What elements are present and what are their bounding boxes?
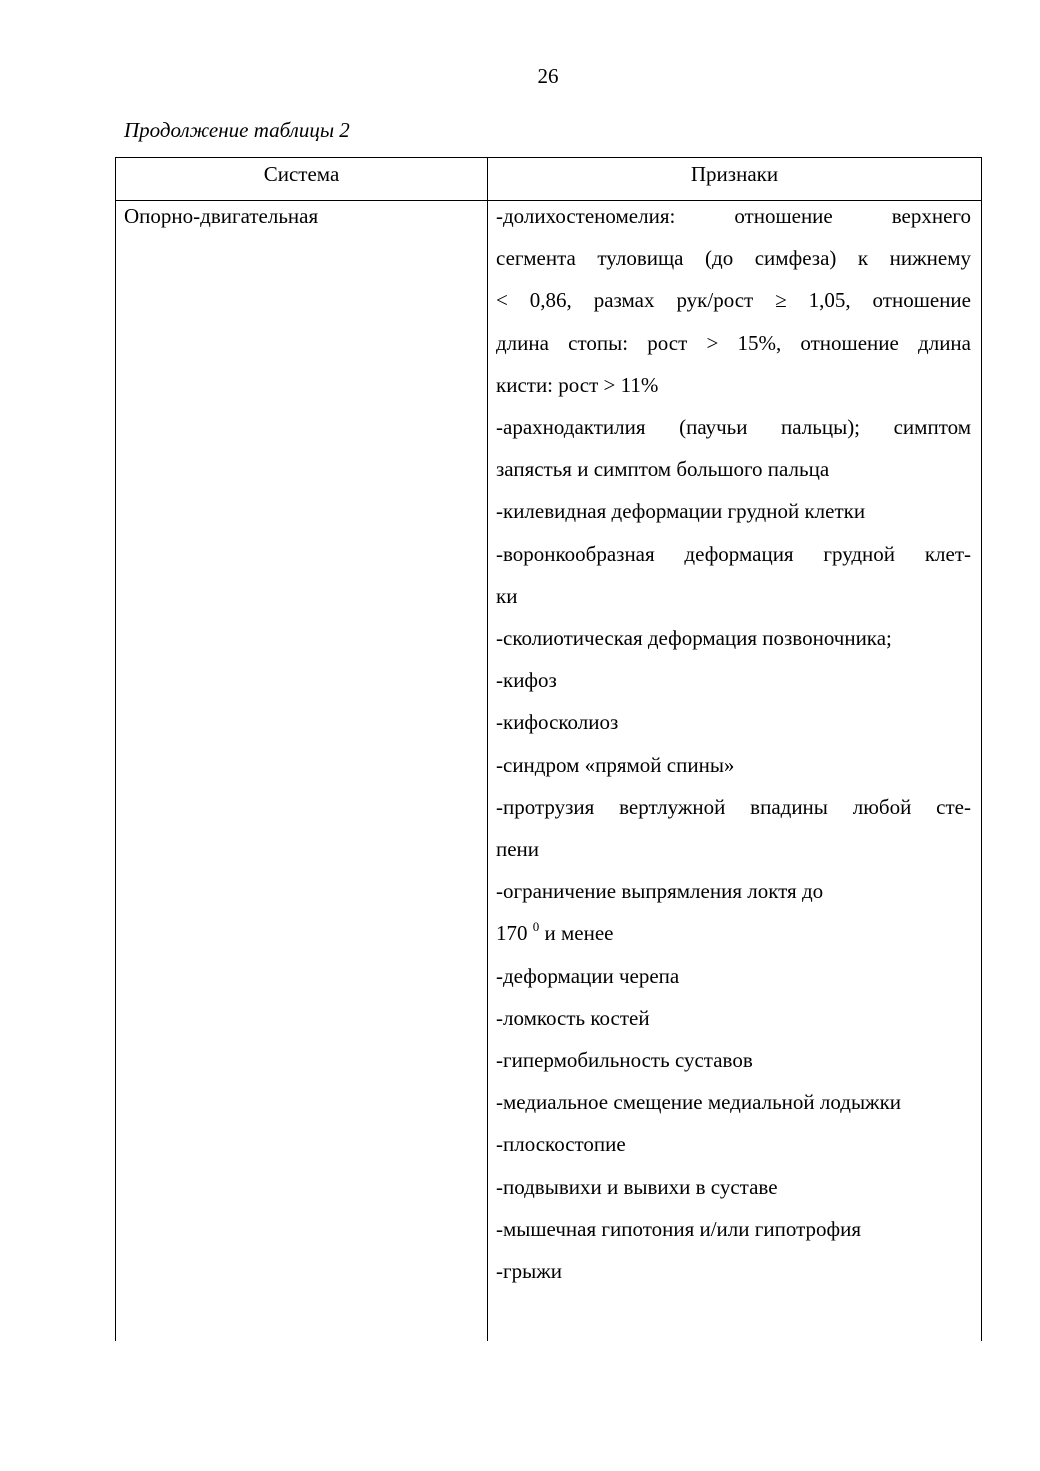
sign-line: сегмента туловища (до симфеза) к нижнему bbox=[496, 246, 971, 271]
sign-line: -сколиотическая деформация позвоночника; bbox=[496, 626, 892, 651]
sign-line: -медиальное смещение медиальной лодыжки bbox=[496, 1090, 902, 1115]
sign-line: -мышечная гипотония и/или гипотрофия bbox=[496, 1216, 862, 1241]
degree-value: 170 bbox=[496, 921, 528, 946]
sign-line: -плоскостопие bbox=[496, 1132, 626, 1157]
sign-line: -кифоз bbox=[496, 668, 557, 693]
sign-line: -гипермобильность суставов bbox=[496, 1048, 753, 1073]
sign-line: -деформации черепа bbox=[496, 963, 680, 988]
sign-line: -ограничение выпрямления локтя до bbox=[496, 879, 824, 904]
sign-line: -долихостеномелия: отношение верхнего bbox=[496, 204, 971, 228]
system-name: Опорно-двигательная bbox=[124, 204, 319, 228]
header-signs: Признаки bbox=[690, 162, 779, 186]
page-number: 26 bbox=[537, 64, 559, 88]
sign-line: длина стопы: рост > 15%, отношение длина bbox=[496, 330, 971, 355]
degree-superscript: 0 bbox=[532, 919, 540, 935]
sign-line: -подвывихи и вывихи в суставе bbox=[496, 1174, 778, 1199]
sign-line: ки bbox=[496, 583, 518, 608]
column-divider bbox=[487, 158, 488, 1341]
sign-line-degree bbox=[496, 912, 971, 954]
sign-line: < 0,86, размах рук/рост ≥ 1,05, отношение bbox=[496, 288, 971, 313]
sign-line: -воронкообразная деформация грудной клет- bbox=[496, 541, 971, 566]
sign-line: -ломкость костей bbox=[496, 1005, 650, 1030]
table-caption: Продолжение таблицы 2 bbox=[124, 118, 350, 142]
sign-line: -протрузия вертлужной впадины любой сте- bbox=[496, 794, 971, 819]
sign-line: пени bbox=[496, 837, 540, 862]
header-system: Система bbox=[263, 162, 340, 186]
sign-line: -килевидная деформации грудной клетки bbox=[496, 499, 866, 524]
sign-line: -синдром «прямой спины» bbox=[496, 752, 735, 777]
sign-line: -арахнодактилия (паучьи пальцы); симптом bbox=[496, 415, 971, 440]
sign-line: кисти: рост > 11% bbox=[496, 372, 659, 397]
sign-line: -грыжи bbox=[496, 1259, 562, 1284]
sign-line: запястья и симптом большого пальца bbox=[496, 457, 830, 482]
signs-list bbox=[496, 195, 971, 1292]
degree-tail: и менее bbox=[539, 921, 614, 946]
sign-line: -кифосколиоз bbox=[496, 710, 619, 735]
